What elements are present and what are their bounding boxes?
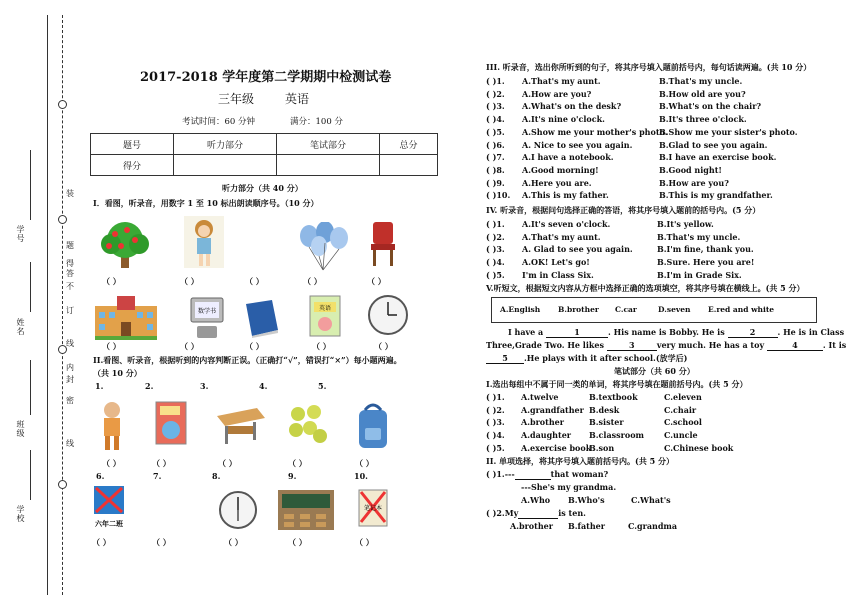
blank-4[interactable]: 4 — [767, 340, 823, 351]
written-heading: 笔试部分（共 60 分） — [614, 366, 695, 376]
option-a: A.English — [500, 305, 541, 314]
score-table — [90, 133, 438, 176]
score-row-label: 得分 — [91, 155, 174, 176]
item-number: 5. — [318, 381, 327, 391]
balloons-picture — [295, 222, 350, 272]
option-b: B.What's on the chair? — [659, 101, 762, 112]
score-cell[interactable] — [174, 155, 277, 176]
option-c: C.school — [664, 417, 702, 428]
margin-line-outer — [47, 15, 48, 595]
margin-fill-line — [30, 450, 31, 500]
answer-paren[interactable]: （ ） — [102, 276, 121, 286]
margin-fill-line — [30, 262, 31, 312]
score-header: 总分 — [380, 134, 438, 155]
section4-heading: IV. 听录音，根据问句选择正确的答语，将其序号填入题前的括号内。(5 分） — [486, 205, 761, 215]
item-number: 3. — [200, 381, 209, 391]
computer-screen-label: 数学书 — [197, 308, 217, 315]
answer-paren[interactable]: ( )7. — [486, 152, 505, 163]
option-c: C.eleven — [664, 392, 702, 402]
seal-line-char: 线 — [66, 439, 74, 448]
seal-line-char: 密 — [66, 396, 74, 405]
passage-text: . It is — [822, 340, 847, 350]
margin-circle — [58, 100, 67, 109]
passage-line-2 — [486, 340, 846, 351]
option-a: A.How are you? — [522, 88, 592, 99]
answer-paren[interactable]: ( )3. — [486, 101, 505, 112]
option-b: B.classroom — [589, 430, 644, 441]
option-a: A.grandfather — [521, 404, 584, 415]
written-q1: I.选出每组中不属于同一类的单词，将其序号填在题前括号内。(共 5 分） — [486, 379, 748, 389]
option-a: A.What's on the desk? — [522, 101, 622, 112]
english-book-picture — [154, 400, 188, 446]
answer-paren[interactable]: （ ） — [92, 537, 111, 547]
item-number: 4. — [259, 381, 268, 391]
mc-option: B.father — [568, 521, 605, 531]
answer-paren[interactable]: ( )5. — [486, 442, 505, 453]
answer-paren[interactable]: ( )2. — [486, 231, 505, 242]
answer-paren[interactable]: （ ） — [355, 537, 374, 547]
option-b: B.It's three o'clock. — [659, 114, 747, 125]
option-b: B.textbook — [589, 392, 638, 402]
seal-line-char: 题 — [66, 241, 74, 250]
option-c: C.chair — [664, 404, 697, 415]
answer-paren[interactable]: ( )8. — [486, 164, 505, 175]
score-cell[interactable] — [380, 155, 438, 176]
chair-picture — [367, 220, 399, 268]
boy-picture — [96, 400, 128, 452]
margin-name: 姓名 — [16, 318, 25, 336]
option-a: A.It's seven o'clock. — [522, 219, 611, 229]
answer-paren[interactable]: （ ） — [288, 458, 307, 468]
option-b: B.son — [589, 442, 615, 453]
option-b: B.Glad to see you again. — [659, 139, 768, 150]
option-b: B.I'm fine, thank you. — [657, 244, 754, 255]
answer-paren[interactable]: （ ） — [102, 458, 121, 468]
answer-paren[interactable]: （ ） — [218, 458, 237, 468]
item-number: 8. — [212, 471, 221, 481]
mc-answer-1: ---She's my grandma. — [521, 482, 617, 492]
blank-2[interactable]: 2 — [728, 327, 778, 338]
score-header: 听力部分 — [174, 134, 277, 155]
margin-circle — [58, 215, 67, 224]
option-e: E.red and white — [708, 305, 775, 314]
option-a: A.This is my father. — [522, 190, 609, 201]
option-b: B.It's yellow. — [657, 219, 714, 229]
option-a: A.That's my aunt. — [522, 76, 601, 86]
mc-question-1 — [486, 469, 608, 480]
option-a: A.It's nine o'clock. — [522, 114, 605, 125]
clock-picture — [218, 490, 258, 530]
item-number: 1. — [95, 381, 104, 391]
option-b: B.How old are you? — [659, 88, 746, 99]
answer-paren[interactable]: （ ） — [355, 458, 374, 468]
item-number: 9. — [288, 471, 297, 481]
option-b: B.Show me your sister's photo. — [659, 126, 798, 137]
clock-picture — [367, 294, 409, 336]
score-header: 题号 — [91, 134, 174, 155]
margin-circle — [58, 480, 67, 489]
listening-q1: I．看图，听录音，用数字 1 至 10 标出朗读顺序号。（10 分） — [93, 198, 319, 208]
passage-text: . He is in Class — [777, 327, 845, 337]
blank-5[interactable]: 5 — [486, 353, 524, 364]
answer-paren[interactable]: ( )4. — [486, 257, 505, 268]
seal-line-char: 订 — [66, 306, 74, 315]
score-header: 笔试部分 — [277, 134, 380, 155]
option-a: A.exercise book — [521, 442, 592, 453]
answer-paren[interactable]: ( )10. — [486, 190, 511, 201]
option-b: B.desk — [589, 404, 620, 415]
answer-paren[interactable]: ( )4. — [486, 114, 505, 125]
mc-option: B.Who's — [568, 495, 605, 505]
option-b: B.That's my uncle. — [657, 231, 741, 242]
grade-label: 三年级 — [218, 92, 255, 106]
option-a: I'm in Class Six. — [522, 269, 594, 280]
answer-paren[interactable]: （ ） — [102, 341, 121, 351]
item-number: 7. — [153, 471, 162, 481]
answer-paren[interactable]: ( )3. — [486, 417, 505, 428]
option-b: B.How are you? — [659, 177, 729, 188]
answer-paren[interactable]: （ ） — [152, 537, 171, 547]
seal-line-char: 装 — [66, 189, 74, 198]
answer-paren[interactable]: ( )2. — [486, 88, 505, 99]
answer-paren[interactable]: （ ） — [180, 276, 199, 286]
option-a: A.twelve — [521, 392, 559, 402]
answer-paren[interactable]: ( )1. — [486, 76, 505, 86]
written-q2: II. 单项选择，将其序号填入题前括号内。(共 5 分） — [486, 456, 674, 466]
item-number: 10. — [354, 471, 368, 481]
mc-option: A.brother — [510, 521, 553, 531]
option-c: C.uncle — [664, 430, 698, 441]
blank-3[interactable]: 3 — [607, 340, 657, 351]
margin-school: 学校 — [16, 505, 25, 523]
mc-option: A.Who — [521, 495, 551, 505]
tree-picture — [97, 220, 153, 270]
notebook-blue-picture — [242, 298, 282, 338]
option-b: B.Sure. Here you are! — [657, 257, 755, 268]
score-cell[interactable] — [277, 155, 380, 176]
passage-text: Three,Grade Two. He likes — [486, 340, 607, 350]
school-picture — [95, 296, 157, 340]
item-number: 2. — [145, 381, 154, 391]
class-sign-picture — [92, 484, 128, 530]
seal-line-char: 得 — [66, 259, 74, 268]
seal-line-char: 内 — [66, 363, 74, 372]
answer-paren[interactable]: ( )3. — [486, 244, 505, 255]
margin-student-no: 学号 — [16, 225, 25, 243]
option-a: A. Glad to see you again. — [522, 244, 633, 255]
option-a: A.OK! Let's go! — [522, 257, 590, 268]
subject-label: 英语 — [285, 92, 310, 106]
option-c: C.car — [615, 305, 637, 314]
blank[interactable] — [518, 508, 558, 519]
option-b: B.I'm in Grade Six. — [657, 269, 742, 280]
option-b: B.That's my uncle. — [659, 76, 743, 86]
option-c: C.Chinese book — [664, 442, 734, 453]
classroom-picture — [278, 490, 334, 530]
backpack-picture — [355, 402, 391, 450]
passage-text: .He plays with it after school.(放学后) — [524, 353, 688, 363]
apples-picture — [288, 404, 328, 444]
mc-option: C.What's — [631, 495, 671, 505]
option-b: B.sister — [589, 417, 624, 428]
option-d: D.seven — [658, 305, 691, 314]
answer-paren[interactable]: ( )9. — [486, 177, 505, 188]
answer-paren[interactable]: ( )4. — [486, 430, 505, 441]
margin-fill-line — [30, 150, 31, 220]
mc-option: C.grandma — [628, 521, 678, 531]
listening-heading: 听力部分（共 40 分） — [222, 183, 303, 193]
full-score: 满分：100 分 — [290, 117, 343, 127]
blank[interactable] — [515, 469, 551, 480]
passage-text: very much. He has a toy — [656, 340, 767, 350]
answer-paren[interactable]: （ ） — [245, 341, 264, 351]
section3-heading: III. 听录音，选出你所听到的句子，将其序号填入题前括号内，每句话读两遍。(共 10 分） — [486, 62, 812, 72]
answer-paren[interactable]: ( )2.My — [486, 508, 519, 518]
option-a: A. Nice to see you again. — [522, 139, 633, 150]
book-picture — [308, 294, 342, 338]
margin-class: 班级 — [16, 420, 25, 438]
listening-q2-score: （共 10 分） — [93, 368, 142, 378]
listening-q2: II.看图、听录音，根据听到的内容判断正误。（正确打“√”，错误打“×”）每小题两遍。 — [93, 355, 402, 365]
question-text: is ten. — [558, 508, 586, 518]
passage-text: . His name is Bobby. He is — [608, 327, 728, 337]
option-a: A.Here you are. — [522, 177, 592, 188]
answer-paren[interactable]: （ ） — [303, 276, 322, 286]
answer-paren[interactable]: ( )6. — [486, 139, 505, 150]
blank-1[interactable]: 1 — [546, 327, 608, 338]
answer-paren[interactable]: ( )1.--- — [486, 469, 515, 479]
option-b: B.This is my grandfather. — [659, 190, 773, 201]
passage-line-3 — [486, 353, 687, 364]
question-text: that woman? — [550, 469, 609, 479]
margin-fill-line — [30, 360, 31, 415]
answer-paren[interactable]: （ ） — [152, 458, 171, 468]
passage-text: I have a — [508, 327, 547, 337]
passage-line-1 — [508, 327, 844, 338]
option-a: A.That's my aunt. — [522, 231, 601, 242]
answer-paren[interactable]: （ ） — [224, 537, 243, 547]
seal-line-char: 线 — [66, 339, 74, 348]
notebook-label: 笔记本 — [363, 505, 383, 512]
answer-paren[interactable]: （ ） — [245, 276, 264, 286]
mc-question-2 — [486, 508, 586, 519]
option-a: A.I have a notebook. — [522, 152, 614, 163]
answer-paren[interactable]: （ ） — [180, 341, 199, 351]
answer-paren[interactable]: （ ） — [288, 537, 307, 547]
answer-paren[interactable]: （ ） — [374, 341, 393, 351]
seal-line-char: 封 — [66, 375, 74, 384]
option-b: B.I have an exercise book. — [659, 152, 777, 163]
girl-picture — [184, 216, 224, 268]
book-label: 英语 — [318, 305, 332, 312]
section5-heading: V.听短文，根据短文内容从方框中选择正确的选项填空，将其序号填在横线上。(共 5 分） — [486, 283, 805, 293]
computer-picture — [187, 296, 227, 342]
class-sign-label: 六年二班 — [95, 520, 123, 528]
answer-paren[interactable]: ( )1. — [486, 219, 505, 229]
option-a: A.daughter — [521, 430, 571, 441]
option-b: B.brother — [558, 305, 599, 314]
option-a: A.Good morning! — [522, 164, 599, 175]
desk-picture — [213, 404, 267, 446]
answer-paren[interactable]: ( )5. — [486, 126, 505, 137]
answer-paren[interactable]: （ ） — [312, 341, 331, 351]
notebook-picture — [355, 486, 393, 530]
exam-time: 考试时间：60 分钟 — [182, 117, 256, 127]
exam-title: 2017-2018 学年度第二学期期中检测试卷 — [140, 70, 392, 85]
option-a: A.brother — [521, 417, 564, 428]
option-b: B.Good night! — [659, 164, 722, 175]
answer-paren[interactable]: ( )1. — [486, 392, 505, 402]
option-a: A.Show me your mother's photo. — [522, 126, 668, 137]
answer-paren[interactable]: ( )5. — [486, 269, 505, 280]
seal-line-char: 不 — [66, 282, 74, 291]
answer-paren[interactable]: ( )2. — [486, 404, 505, 415]
seal-line-char: 答 — [66, 269, 74, 278]
item-number: 6. — [96, 471, 105, 481]
answer-paren[interactable]: （ ） — [367, 276, 386, 286]
